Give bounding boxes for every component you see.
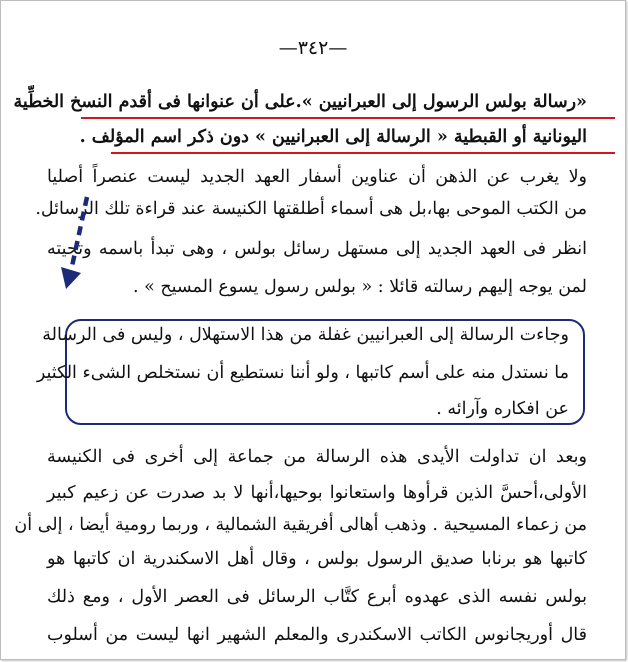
paragraph-5-line-3: من زعماء المسيحية . وذهب أهالى أفريقية الشمالية ، وربما رومية أيضا ، إلى أن [14, 515, 587, 535]
paragraph-5-line-1: وبعد ان تداولت الأيدى هذه الرسالة من جماعة إلى أخرى فى الكنيسة [47, 447, 587, 467]
page-number: —٣٤٢— [278, 37, 348, 59]
paragraph-1-line-1: «رسالة بولس الرسول إلى العبرانيين ».على أن عنوانها فى أقدم النسخ الخطِّية [13, 92, 587, 112]
paragraph-3-line-1: انظر فى العهد الجديد إلى مستهل رسائل بولس ، وهى تبدأ باسمه وتحيته [47, 239, 587, 259]
paragraph-5-line-5: بولس نفسه الذى عهدوه أبرع كتَّاب الرسائل فى العصر الأول ، ومع ذلك [47, 587, 587, 607]
red-underline-2 [111, 152, 615, 154]
red-underline-1 [81, 117, 615, 119]
paragraph-3-line-2: لمن يوجه إليهم رسالته قائلا : « بولس رسول يسوع المسيح » . [132, 277, 587, 297]
dashed-arrow-down-left-icon [57, 193, 97, 293]
paragraph-4-line-2: ما نستدل منه على أسم كاتبها ، ولو أننا نستطيع أن نستخلص الشىء الكثير [36, 363, 569, 383]
paragraph-4-line-1: وجاءت الرسالة إلى العبرانيين غفلة من هذا الاستهلال ، وليس فى الرسالة [42, 325, 569, 345]
paragraph-5-line-6: قال أوريجانوس الكاتب الاسكندرى والمعلم الشهير انها ليست من أسلوب [47, 625, 587, 645]
paragraph-5-line-4: كاتبها هو برنابا صديق الرسول بولس ، وقال أهل الاسكندرية ان كاتبها هو [47, 549, 587, 569]
paragraph-1-line-2: اليونانية أو القبطية « الرسالة إلى العبرانيين » دون ذكر اسم المؤلف . [79, 127, 587, 147]
paragraph-2-line-1: ولا يغرب عن الذهن أن عناوين أسفار العهد الجديد ليست عنصراً أصليا [47, 167, 587, 187]
paragraph-4-line-3: عن افكاره وآرائه . [436, 399, 569, 419]
paragraph-5-line-2: الأولى،أحسَّ الذين قرأوها واستعانوا بوحيها،أنها لا بد صدرت عن زعيم كبير [47, 483, 587, 503]
paragraph-2-line-2: من الكتب الموحى بها،بل هى أسماء أطلقتها الكنيسة عند قراءة تلك الرسائل. [35, 199, 587, 219]
